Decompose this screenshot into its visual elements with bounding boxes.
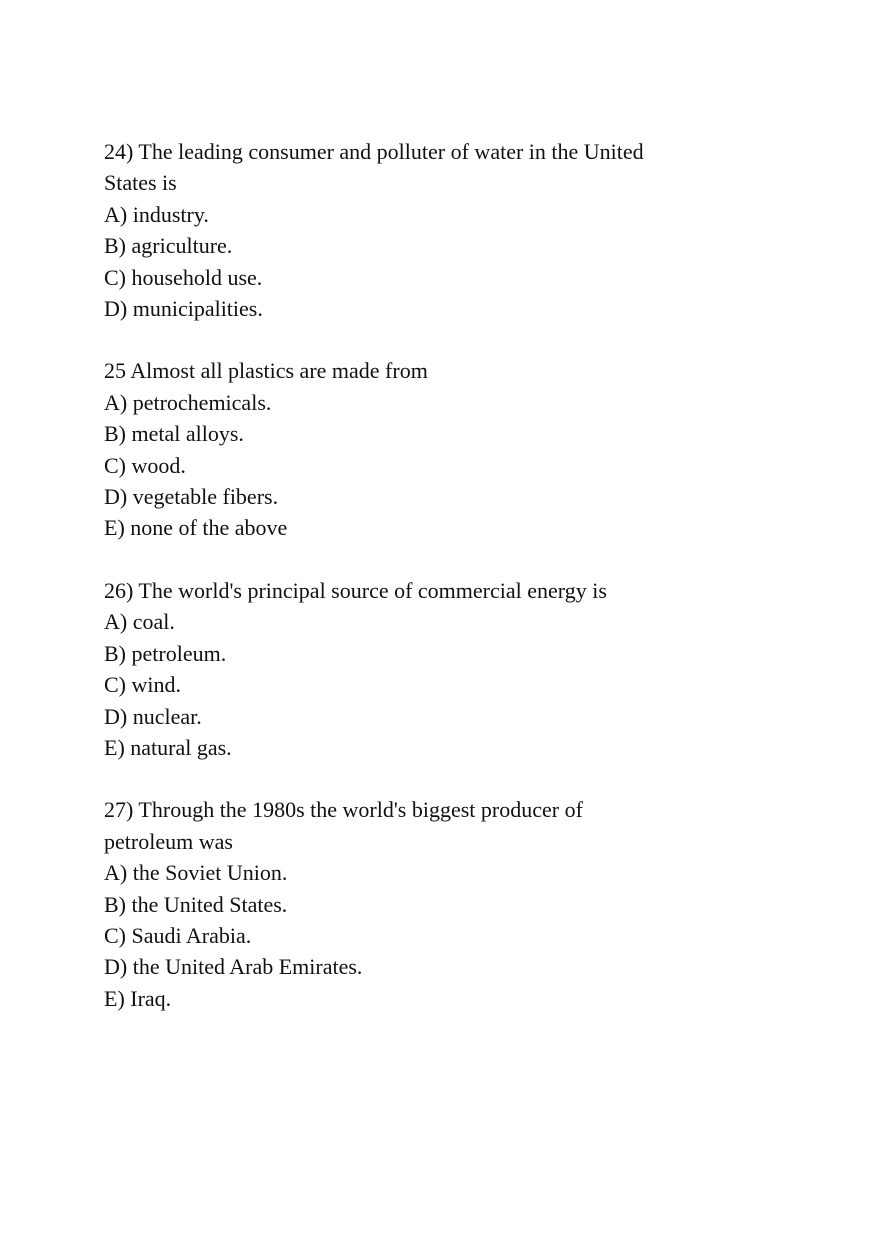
answer-option: C) Saudi Arabia.	[104, 922, 252, 948]
question-stem: States is	[104, 170, 177, 196]
answer-option: E) none of the above	[104, 515, 288, 541]
answer-option: B) metal alloys.	[104, 421, 244, 447]
answer-option: C) wind.	[104, 672, 181, 698]
question-stem: 26) The world's principal source of commercial energy is	[104, 577, 607, 603]
answer-option: D) the United Arab Emirates.	[104, 954, 363, 980]
answer-option: D) municipalities.	[104, 296, 263, 322]
question-stem: 25 Almost all plastics are made from	[104, 358, 428, 384]
answer-option: D) nuclear.	[104, 703, 202, 729]
answer-option: A) petrochemicals.	[104, 389, 272, 415]
answer-option: E) natural gas.	[104, 734, 232, 760]
question-stem: 24) The leading consumer and polluter of water in the United	[104, 139, 644, 164]
answer-option: A) industry.	[104, 201, 209, 227]
answer-option: D) vegetable fibers.	[104, 484, 279, 510]
answer-option: E) Iraq.	[104, 985, 172, 1011]
answer-option: C) household use.	[104, 264, 263, 290]
answer-option: B) petroleum.	[104, 640, 227, 666]
question-27	[104, 794, 744, 1014]
question-26	[104, 575, 744, 763]
question-24	[104, 136, 744, 324]
question-25	[104, 355, 744, 543]
answer-option: A) the Soviet Union.	[104, 860, 288, 886]
answer-option: A) coal.	[104, 609, 175, 635]
document-page	[104, 136, 744, 1045]
answer-option: B) the United States.	[104, 891, 288, 917]
answer-option: B) agriculture.	[104, 233, 233, 259]
question-stem: petroleum was	[104, 828, 233, 854]
answer-option: C) wood.	[104, 452, 186, 478]
question-stem: 27) Through the 1980s the world's biggest producer of	[104, 797, 583, 823]
